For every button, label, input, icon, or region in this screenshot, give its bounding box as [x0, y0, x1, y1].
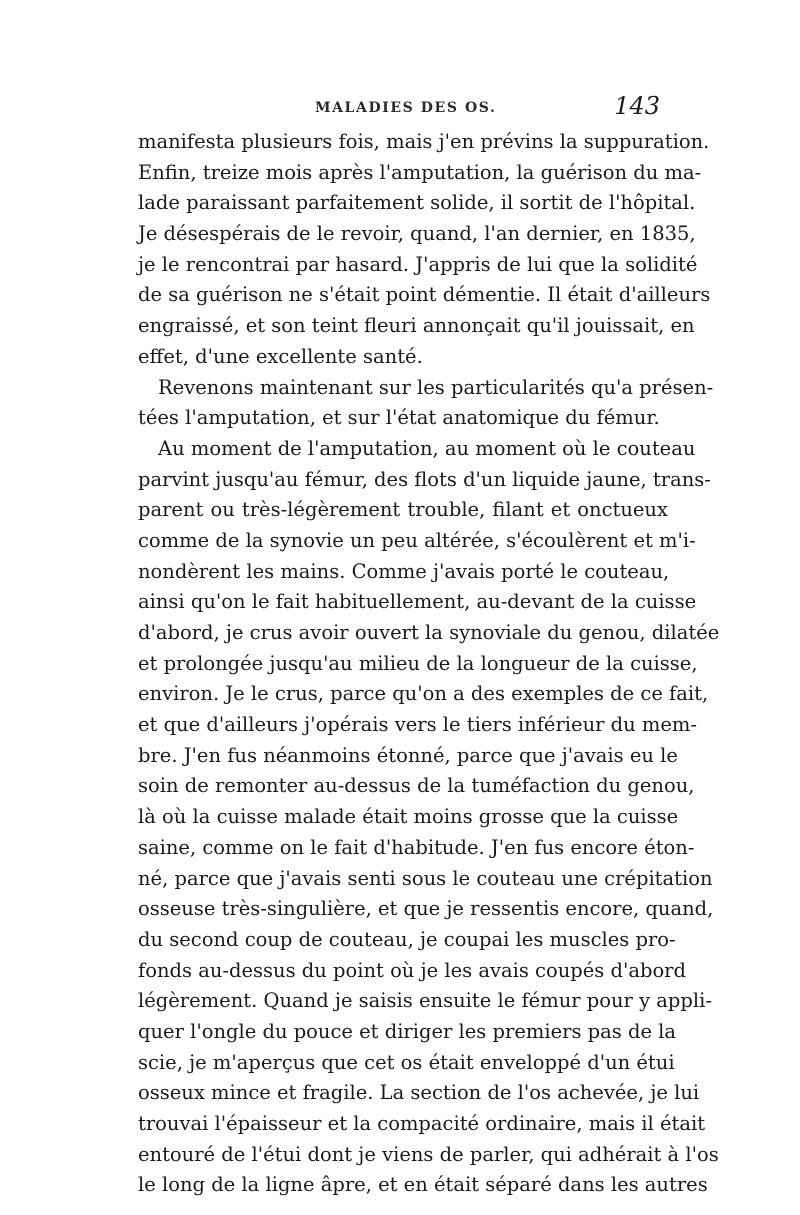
- text-line: fonds au-dessus du point où je les avais coupés d'abord: [138, 958, 686, 982]
- text-line: manifesta plusieurs fois, mais j'en prévins la suppuration.: [138, 130, 710, 153]
- text-line: effet, d'une excellente santé.: [138, 344, 423, 368]
- text-line: environ. Je le crus, parce qu'on a des exemples de ce fait,: [138, 682, 709, 706]
- text-line: nondèrent les mains. Comme j'avais porté le couteau,: [138, 559, 670, 583]
- text-line: Je désespérais de le revoir, quand, l'an dernier, en 1835,: [138, 222, 696, 246]
- text-line: parvint jusqu'au fémur, des flots d'un liquide jaune, trans-: [138, 467, 711, 491]
- running-title: MALADIES DES OS.: [315, 100, 497, 116]
- text-line: osseuse très-singulière, et que je ressentis encore, quand,: [138, 897, 714, 921]
- text-line: scie, je m'aperçus que cet os était enveloppé d'un étui: [138, 1050, 675, 1074]
- text-line: légèrement. Quand je saisis ensuite le fémur pour y appli-: [138, 989, 712, 1013]
- text-line: d'abord, je crus avoir ouvert la synoviale du genou, dilatée: [138, 621, 720, 644]
- text-line: du second coup de couteau, je coupai les muscles pro-: [138, 927, 676, 951]
- text-line: et prolongée jusqu'au milieu de la longueur de la cuisse,: [138, 651, 698, 675]
- text-line: là où la cuisse malade était moins grosse que la cuisse: [138, 805, 679, 829]
- text-line: entouré de l'étui dont je viens de parler, qui adhérait à l'os: [138, 1142, 719, 1166]
- text-line: trouvai l'épaisseur et la compacité ordinaire, mais il était: [138, 1112, 706, 1135]
- body-text: [138, 127, 720, 1201]
- text-line: engraissé, et son teint fleuri annonçait qu'il jouissait, en: [138, 314, 695, 338]
- text-line: et que d'ailleurs j'opérais vers le tiers inférieur du mem-: [138, 713, 697, 737]
- text-line: né, parce que j'avais senti sous le couteau une crépitation: [138, 866, 713, 890]
- text-line: bre. J'en fus néanmoins étonné, parce que j'avais eu le: [138, 743, 678, 767]
- text-line: ainsi qu'on le fait habituellement, au-devant de la cuisse: [138, 590, 697, 614]
- running-head: [140, 92, 660, 122]
- text-line: osseux mince et fragile. La section de l'os achevée, je lui: [138, 1081, 700, 1105]
- text-line: lade paraissant parfaitement solide, il sortit de l'hôpital.: [138, 191, 696, 215]
- text-line: je le rencontrai par hasard. J'appris de lui que la solidité: [138, 252, 698, 276]
- text-line: Revenons maintenant sur les particularités qu'a présen-: [158, 375, 714, 399]
- text-line: saine, comme on le fait d'habitude. J'en fus encore éton-: [138, 835, 695, 859]
- text-line: soin de remonter au-dessus de la tuméfaction du genou,: [138, 774, 695, 798]
- page-number: 143: [614, 92, 660, 120]
- text-line: parent ou très-légèrement trouble, filant et onctueux: [138, 498, 668, 522]
- text-line: Enfin, treize mois après l'amputation, la guérison du ma-: [138, 160, 702, 184]
- text-line: quer l'ongle du pouce et diriger les premiers pas de la: [138, 1019, 677, 1043]
- text-line: comme de la synovie un peu altérée, s'écoulèrent et m'i-: [138, 528, 696, 552]
- text-line: Au moment de l'amputation, au moment où le couteau: [158, 436, 696, 460]
- text-line: de sa guérison ne s'était point démentie. Il était d'ailleurs: [138, 283, 711, 307]
- text-line: le long de la ligne âpre, et en était séparé dans les autres: [138, 1173, 708, 1197]
- text-line: tées l'amputation, et sur l'état anatomique du fémur.: [138, 406, 660, 430]
